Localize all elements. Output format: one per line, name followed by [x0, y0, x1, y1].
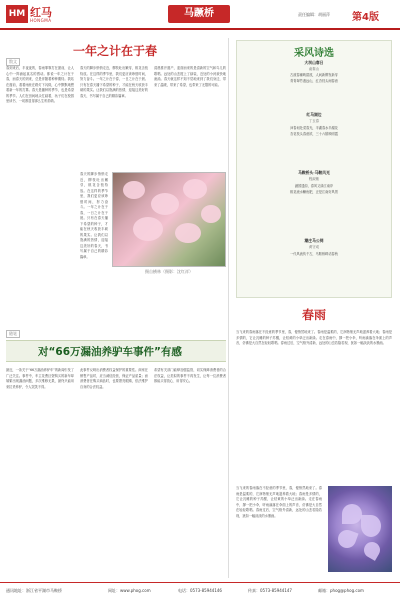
logo-subtitle: HONGMA [30, 18, 52, 23]
poem-title: 马鞍桥头·马鞍风光 [298, 170, 330, 175]
article-title: 一年之计在于春 [72, 44, 157, 58]
poem-line: 古渡春潮映碧波，人间新柳发新芽 [290, 73, 338, 77]
article-title: 春雨 [301, 308, 326, 322]
page-footer [0, 582, 400, 597]
footer-email: 邮箱：phog@phog.com [318, 588, 364, 593]
footer-address: 通讯地址：浙江省平湖市马鞍桥 [6, 588, 62, 593]
footer-fax: 传真：0573-85944147 [248, 588, 292, 593]
column-divider [228, 38, 229, 578]
page-number: 第4版 [352, 12, 379, 23]
article-title: 对“66万漏油养驴车事件”有感 [38, 346, 182, 358]
article-body-column: 春天的脚步悄悄走近，柳枝吐出嫩芽，桃花含苞待放。在这样的季节里，我们更应该珍惜时间，努力奋斗。一年之计在于春，一日之计在于晨。只有在春天播下希望的种子，才能在秋天收获丰硕的果实。让我们以饱满的热情，迎接这美好的春天，书写属于自己的精彩篇章。 [80, 172, 108, 259]
poem-author: 黄守成 [308, 245, 320, 249]
article-body-column: 春到来后，半夜夜的，春雨霏霏打在窗前，让人心中一阵涌起莫名的感动。都说一年之计在于春，而春天的到来，总是伴随着种种期待。我站在窗前，看着雨丝在路灯下闪烁，心中默默地想着新一年的打算。春天是播种的季节，也是希望的季节。人们在田间地头忙碌着，孩子们在校园里读书，一切都显得那么生机勃勃。 [6, 66, 74, 103]
footer-phone: 电话：0573-85944146 [178, 588, 222, 593]
logo-mark: HM [6, 5, 28, 23]
poem-line: 问春何处觅春光，半湖春水半湖花 [290, 126, 338, 130]
poem-author: 俞秦山 [308, 67, 320, 71]
poem-line: 杏花枝头春意浓，三十六陂映明霞 [290, 132, 338, 136]
poem-line: 一代风流传千古，马鞍桥畔话春秋 [290, 252, 338, 256]
article-tag: 散文 [6, 58, 20, 66]
poem-author: 程淑敏 [308, 177, 320, 181]
article-body-column: 春天的脚步悄悄走近，柳枝吐出嫩芽，桃花含苞待放。在这样的季节里，我们更应该珍惜时间，努力奋斗。一年之计在于春，一日之计在于晨。只有在春天播下希望的种子，才能在秋天收获丰硕的果实。让我们以饱满的热情，迎接这美好的春天，书写属于自己的精彩篇章。 [80, 66, 148, 98]
section-badge: 马蹶桥 [168, 5, 230, 23]
article-body-column: 此事件反映出消费者权益保护的重要性。商家在销售产品时，应当诚信经营，保证产品质量；而消费者在购买商品时，也要擦亮眼睛，依法维护自身的合法权益。 [80, 368, 148, 389]
poem-line: 桃花流水鳜鱼肥，正是江南好风景 [290, 190, 338, 194]
logo-text: 红马 [30, 6, 52, 19]
article-body-column: 最近，一条关于“66万漏油养驴车”的新闻引发了广泛关注。事件中，车主花费巨资购买的新车却频繁出现漏油问题，多次维修无果，最终只能用来拉货养驴，令人哭笑不得。 [6, 368, 74, 389]
poem-author: 丁玉春 [308, 119, 320, 123]
poem-line: 青青翠竹遮远山，红杏枝头闹春意 [290, 79, 338, 83]
article-body: 当飞来的春雨落在不经意的季节里，春，便悄然地来了。春雨是温柔的，它润物细无声地滋养着大地；春雨是多情的，它让沉睡的种子苏醒，让枯黄的小草泛出新绿。走在春雨中，撑一把小伞，听雨滴落在伞面上的声音，仿佛是大自然在轻轻歌唱。春雨过后，空气格外清新，远处的山峦若隐若现，犹如一幅淡淡的水墨画。 [236, 486, 322, 518]
masthead [0, 0, 400, 30]
poetry-title: 采风诗选 [294, 48, 334, 59]
article-body-column: 清晨推开窗户，迎面而来的是清新的空气和鸟儿的歌唱。远处的山峦披上了绿装，近处的小河欢快地流淌。春天就这样不知不觉地来到了我们身边，带来了温暖，带来了希望，也带来了无限的可能。 [154, 66, 226, 87]
article-body: 当飞来的春雨落在不经意的季节里，春，便悄然地来了。春雨是温柔的，它润物细无声地滋养着大地；春雨是多情的，它让沉睡的种子苏醒，让枯黄的小草泛出新绿。走在春雨中，撑一把小伞，听雨滴落在伞面上的声音，仿佛是大自然在轻轻歌唱。春雨过后，空气格外清新，远处的山峦若隐若现，犹如一幅淡淡的水墨画。 [236, 330, 392, 345]
poem-title: 大坝山春日 [304, 60, 324, 65]
editor-credit: 责任编辑：胡丽萍 [298, 12, 330, 17]
blossom-photo [112, 172, 226, 267]
photo-caption: 摄自横林（摄影：沈红祥） [145, 269, 193, 274]
article-tag: 随笔 [6, 330, 20, 338]
poem-title: 红马湖边 [306, 112, 322, 117]
poem-line: 涵园遗韵，春风又绿江南岸 [294, 184, 334, 188]
article-body-column: 希望有关部门能够加强监管，切实保障消费者的合法权益，让类似的事件不再发生，让每一位消费者都能买得放心、用得安心。 [154, 368, 226, 383]
flower-photo [328, 486, 392, 572]
poem-title: 潮庄马公祠 [304, 238, 324, 243]
footer-website: 网址：www.phog.com [108, 588, 151, 593]
